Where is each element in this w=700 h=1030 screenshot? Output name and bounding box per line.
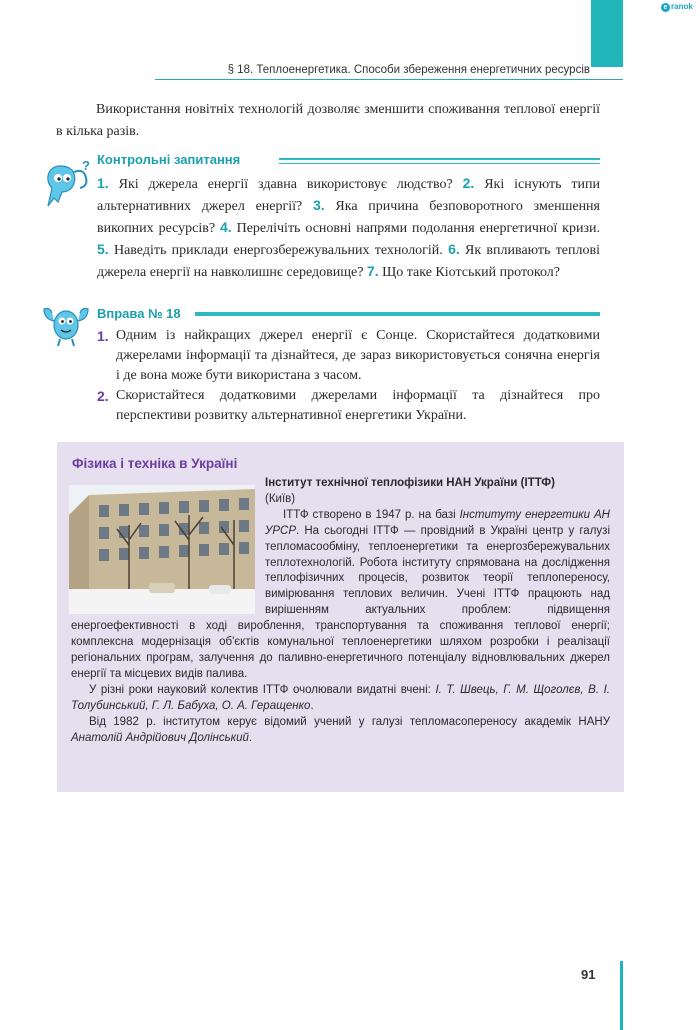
running-header: § 18. Теплоенергетика. Способи збереження енергетичних ресурсів <box>227 64 590 76</box>
text-run: . <box>310 699 314 712</box>
question-number: 7. <box>366 263 379 279</box>
infobox-paragraph-2 <box>71 683 610 715</box>
intro-paragraph <box>56 99 600 143</box>
text-run: Від 1982 р. інститутом керує відомий учений у галузі тепломасопереносу академік НАНУ <box>89 715 610 728</box>
intro-text: Використання новітніх технологій дозволяє зменшити споживання теплової енергії в кілька разів. <box>56 102 600 139</box>
question-text: Яка причина безповоротного зменшення викопних ресурсів? <box>97 199 600 236</box>
page-number: 91 <box>581 967 596 982</box>
corner-tab <box>591 0 623 67</box>
infobox-text <box>71 476 610 746</box>
title-rule <box>279 158 600 160</box>
question-text: Як впливають теплові джерела енергії на навколишнє середовище? <box>97 243 601 280</box>
italic-run: Анатолій Андрійович Долінський <box>71 731 249 744</box>
infobox-city: (Київ) <box>265 492 296 505</box>
question-number: 6. <box>448 241 460 257</box>
question-text: Які джерела енергії здавна використовує людство? <box>118 177 453 192</box>
text-run: У різні роки науковий колектив ІТТФ очолювали видатні вчені: <box>89 683 436 696</box>
italic-run: І. Т. Швець, Г. М. Щоголєв, В. І. Толубинський, Г. Л. Бабуха, О. А. Геращенко <box>71 683 610 712</box>
strong-mascot-icon <box>38 303 94 347</box>
question-text: Які існують типи альтернативних джерел енергії? <box>97 177 601 214</box>
exercise-number: 1. <box>97 328 109 344</box>
exercise-number: 2. <box>97 388 109 404</box>
exercise-text: Одним із найкращих джерел енергії є Сонце. Скористайтеся додатковими джерелами інформації та дізнайтеся, де зараз використовується сонячна енергія і де вона може бути використана з часом. <box>116 328 600 383</box>
text-run: ІТТФ створено в 1947 р. на базі <box>283 508 460 521</box>
control-questions-title: Контрольні запитання <box>97 152 241 167</box>
question-number: 3. <box>312 197 325 213</box>
exercise-text: Скористайтеся додатковими джерелами інформації та дізнайтеся про перспективи розвитку альтернативної енергетики України. <box>116 388 600 423</box>
photo-spacer <box>71 476 265 618</box>
infobox-paragraph-3 <box>71 715 610 747</box>
svg-text:?: ? <box>82 158 90 173</box>
text-run: . На сьогодні ІТТФ — провідний в Україні центр у галузі тепломасообміну, теплоенергетики та енергозбережувальних теплотехнологій. Робота інституту спрямована на дослідження теплофізичних процесів, розвиток теорії теплопереносу, вимірювання теплових величин. Учені ІТТФ працюють над вирішенням актуальних проблем: підвищення енергоефективності в ході вироблення, транспортування та споживання теплової енергії; комплексна модернізація об'єктів комунальної теплоенергетики шляхом розробки і реалізації регіональних програм, залучення до паливно-енергетичного потенціалу відновлювальних джерел енергії та місцевих видів палива. <box>71 524 610 680</box>
page-number-bar <box>620 961 623 1030</box>
italic-run: Інституту енергетики АН УРСР <box>265 508 610 537</box>
title-rule <box>195 312 600 316</box>
question-text: Наведіть приклади енергозбережувальних технологій. <box>113 243 443 258</box>
title-rule-thin <box>279 163 600 164</box>
publisher-logo <box>661 2 693 12</box>
exercise-item <box>97 386 600 426</box>
question-text: Що таке Кіотський протокол? <box>382 265 560 280</box>
question-number: 4. <box>220 219 232 235</box>
question-text: Перелічіть основні напрями подолання енергетичної кризи. <box>236 221 600 236</box>
question-number: 5. <box>97 241 109 257</box>
text-run: . <box>248 731 253 744</box>
exercise-item <box>97 326 600 386</box>
header-rule <box>155 79 623 80</box>
logo-text: ranok <box>671 2 693 11</box>
exercise-title: Вправа № 18 <box>97 306 181 321</box>
control-questions <box>97 173 600 283</box>
question-number: 1. <box>97 175 109 191</box>
logo-icon: e <box>661 3 670 12</box>
exercise-list <box>97 326 600 426</box>
question-number: 2. <box>462 175 475 191</box>
infobox-heading: Інститут технічної теплофізики НАН України (ІТТФ) <box>265 477 555 489</box>
infobox-title: Фізика і техніка в Україні <box>72 456 238 471</box>
thinking-mascot-icon <box>38 158 94 210</box>
